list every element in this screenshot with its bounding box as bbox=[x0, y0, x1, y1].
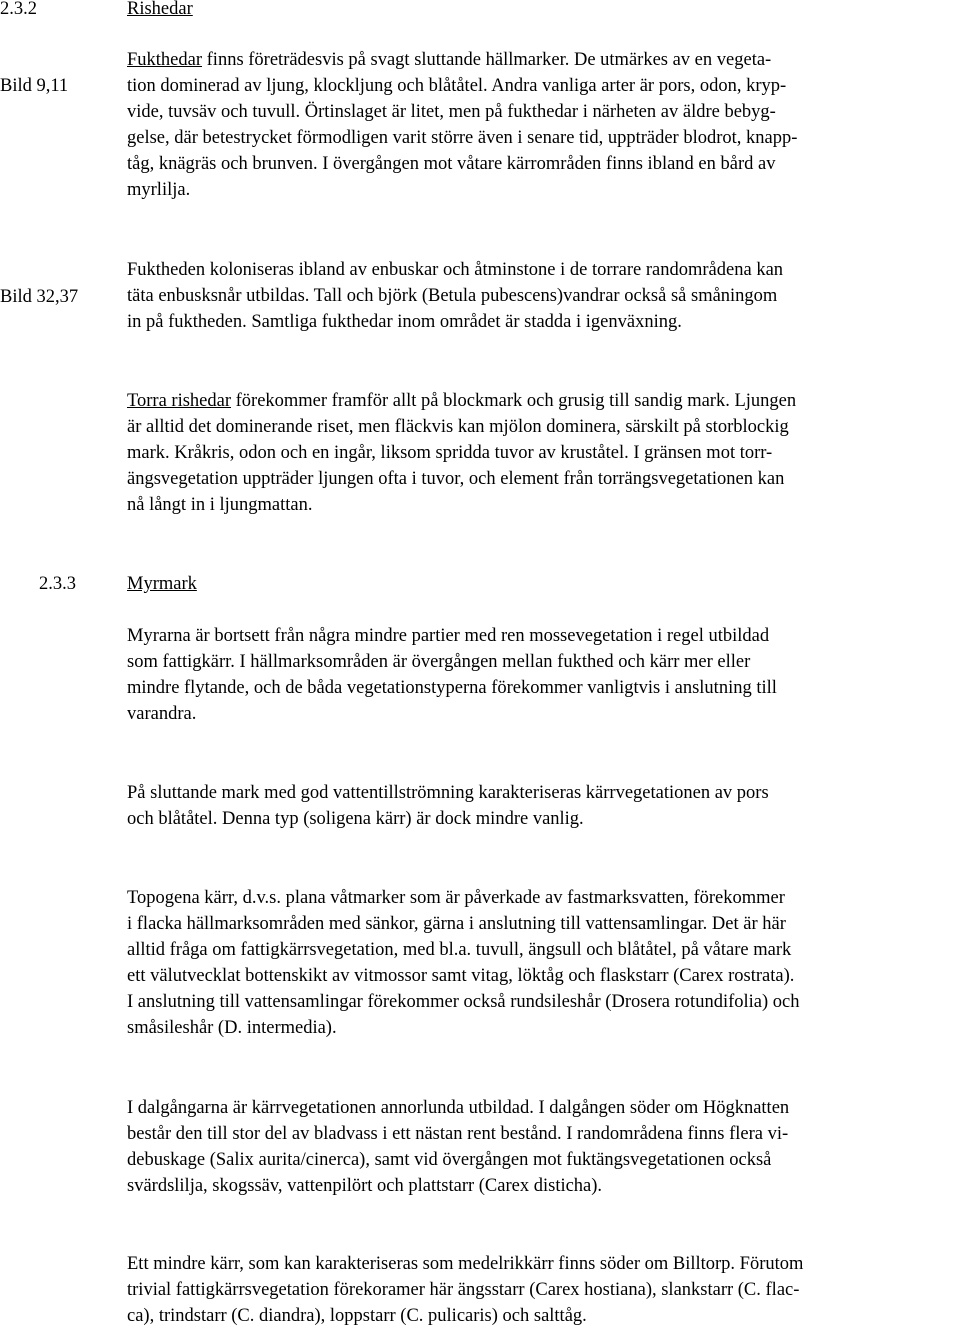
section-title: Myrmark bbox=[127, 574, 197, 594]
term-torra-rishedar: Torra rishedar bbox=[127, 391, 231, 411]
section-number: 2.3.3 bbox=[39, 574, 76, 594]
paragraph: Torra rishedar förekommer framför allt på blockmark och grusig till sandig mark. Ljungen är alltid det dominerande riset, men fläckvis kan mjölon dominera, särskilt på storblockig mark. Kråkris, odon och en ingår, liksom spridda tuvor av kruståtel. I gränsen mot torr- ängsvegetation uppträder ljungen ofta i tuvor, och element från torrängsvegetationen kan nå långt in i ljungmattan. bbox=[127, 391, 797, 515]
paragraph: Fuktheden koloniseras ibland av enbuskar och åtminstone i de torrare randområdena kan täta enbusksnår utbildas. Tall och björk (Betula pubescens)vandrar också så småningom in på fuktheden. Samtliga fukthedar inom området är stadda i igenväxning. bbox=[127, 260, 784, 332]
image-reference: Bild 32,37 bbox=[0, 287, 79, 307]
paragraph: I dalgångarna är kärrvegetationen annorlunda utbildad. I dalgången söder om Högknatten består den till stor del av bladvass i ett nästan rent bestånd. I randområdena finns flera vi- debuskage (Salix aurita/cinerca), samt vid övergången mot fuktängsvegetationen också svärdslilja, skogssäv, vattenpilört och plattstarr (Carex disticha). bbox=[127, 1098, 790, 1196]
paragraph: På sluttande mark med god vattentillströmning karakteriseras kärrvegetationen av pors och blåtåtel. Denna typ (soligena kärr) är dock mindre vanlig. bbox=[127, 783, 769, 829]
paragraph: Topogena kärr, d.v.s. plana våtmarker som är påverkade av fastmarksvatten, förekommer i flacka hällmarksområden med sänkor, gärna i anslutning till vattensamlingar. Det är här alltid fråga om fattigkärrsvegetation, med bl.a. tuvull, ängsull och blåtåtel, på våtare mark ett välutvecklat bottenskikt av vitmossor samt vitag, löktåg och flaskstarr (Carex rostrata). I anslutning till vattensamlingar förekommer också rundsileshår (Drosera rotundifolia) och småsileshår (D. intermedia). bbox=[127, 888, 800, 1038]
section-title: Rishedar bbox=[127, 0, 193, 19]
paragraph: Fukthedar finns företrädesvis på svagt sluttande hällmarker. De utmärkes av en vegeta- tion dominerad av ljung, klockljung och blåtåtel. Andra vanliga arter är pors, odon, kryp- vide, tuvsäv och tuvull. Örtinslaget är litet, men på fukthedar i närheten av äldre bebyg- gelse, där betestrycket förmodligen varit större även i senare tid, uppträder blodrot, knapp- tåg, knägräs och brunven. I övergången mot våtare kärrområden finns ibland en bård av myrlilja. bbox=[127, 50, 798, 200]
paragraph: Myrarna är bortsett från några mindre partier med ren mossevegetation i regel utbildad som fattigkärr. I hällmarksområden är övergången mellan fukthed och kärr mer eller mindre flytande, och de båda vegetationstyperna förekommer vanligtvis i anslutning till varandra. bbox=[127, 626, 777, 724]
term-fukthedar: Fukthedar bbox=[127, 50, 203, 70]
section-number: 2.3.2 bbox=[0, 0, 37, 19]
image-reference: Bild 9,11 bbox=[0, 76, 69, 96]
paragraph: Ett mindre kärr, som kan karakteriseras som medelrikkärr finns söder om Billtorp. Förutom trivial fattigkärrsvegetation förekoramer här ängsstarr (Carex hostiana), slankstarr (C. flac- ca), trindstarr (C. diandra), loppstarr (C. pulicaris) och salttåg. bbox=[127, 1254, 804, 1326]
